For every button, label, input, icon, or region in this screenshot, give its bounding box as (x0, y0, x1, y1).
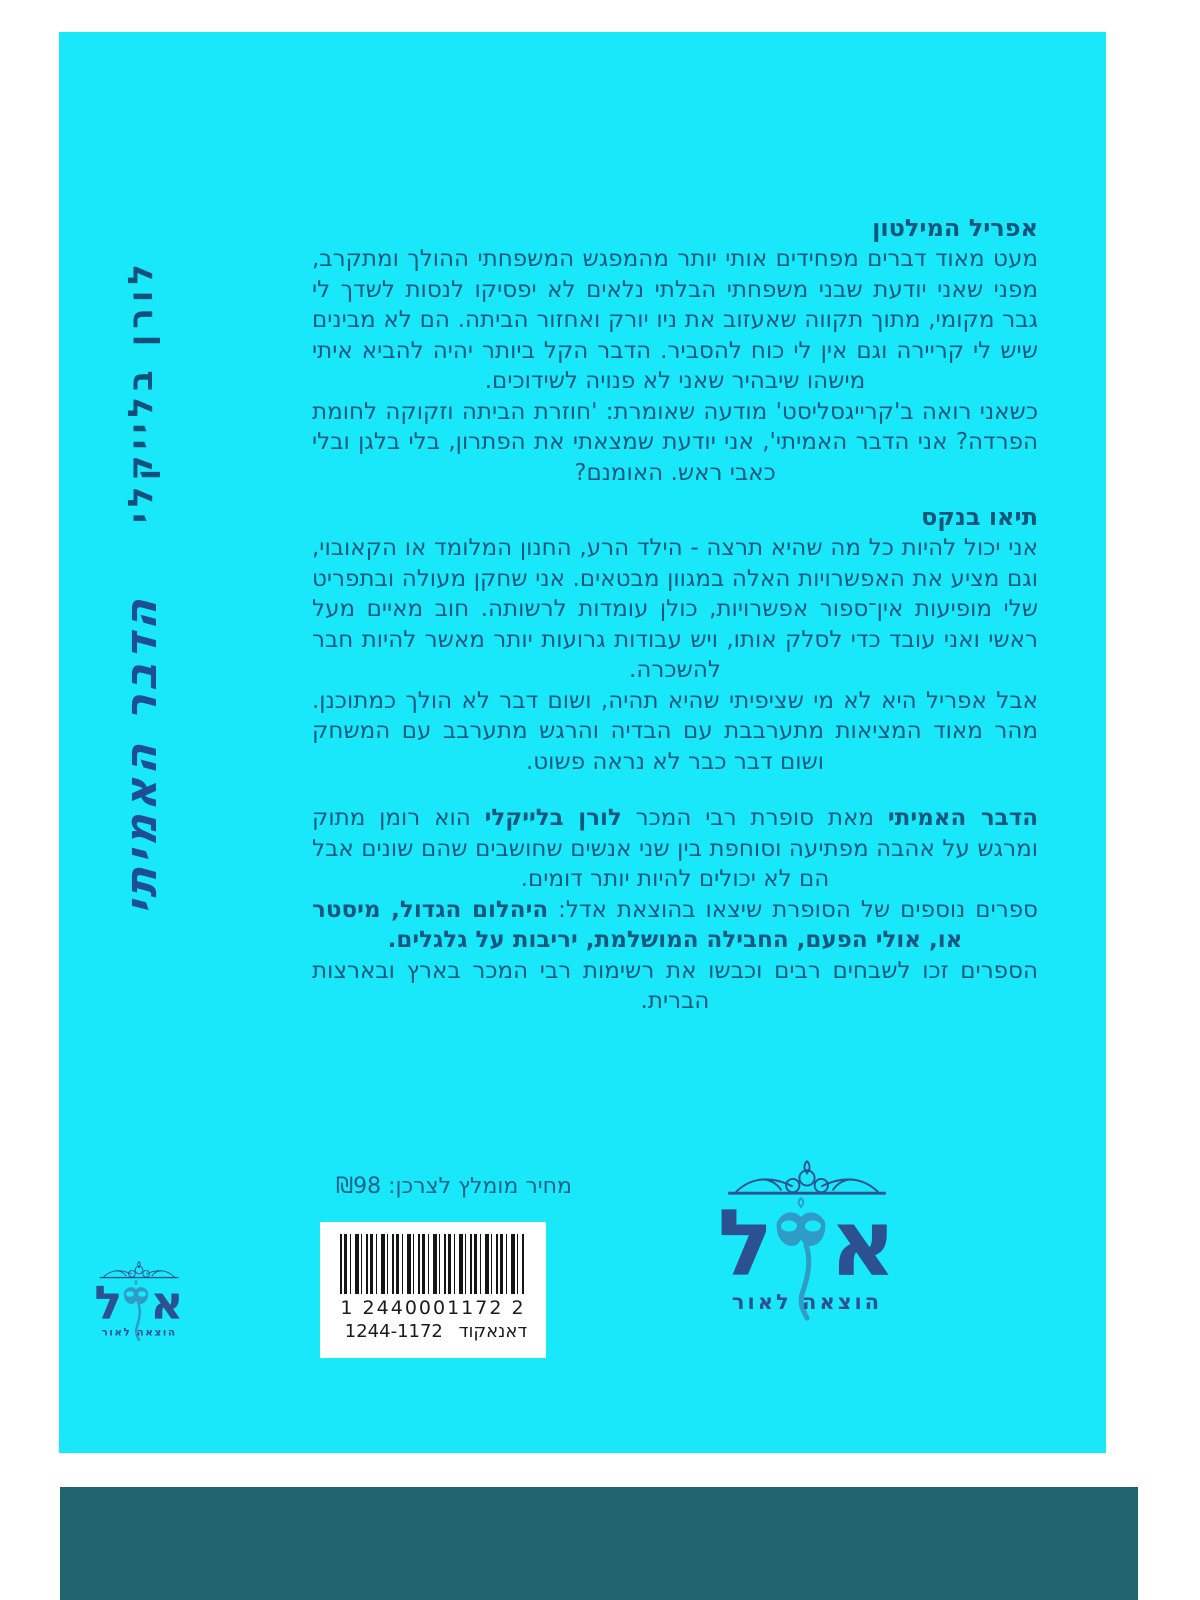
barcode-bars-icon (340, 1234, 526, 1294)
april-paragraph-2: כשאני רואה ב'קרייגסליסט' מודעה שאומרת: 'חוזרת הביתה וזקוקה לחומת הפרדה? אני הדבר האמיתי', אני יודעת שמצאתי את הפתרון, בלי בלגן ובלי כאבי ראש. האומנם? (312, 398, 1038, 486)
publisher-tagline: הוצאה לאור (731, 1290, 883, 1314)
theo-paragraph-2: אבל אפריל היא לא מי שציפיתי שהיא תהיה, ושום דבר לא הולך כמתוכנן. מהר מאוד המציאות מתערבבת עם הבדיה והרגש מתערבב עם המשחק ושום דבר כבר לא נראה פשוט. (312, 687, 1038, 775)
letter-aleph: א (150, 1275, 184, 1330)
adjacent-cover-strip (60, 1487, 1138, 1600)
price-value: ₪98 (335, 1174, 382, 1199)
section-heading-theo: תיאו בנקס (920, 503, 1038, 531)
spine-author: לורן בלייקלי (121, 258, 161, 524)
about-paragraph-3: הספרים זכו לשבחים רבים וכבשו את רשימות רבי המכר בארץ ובארצות הברית. (312, 957, 1038, 1014)
letter-lamed: ל (717, 1189, 774, 1297)
theo-paragraph-1: אני יכול להיות כל מה שהיא תרצה - הילד הרע, החנון המלומד או הקאובוי, וגם מציע את האפשרויות האלה במגוון מבטאים. אני שחקן מעולה ובתפריט שלי מופיעות אין־ספור אפשרויות, כולן עומדות לרשותה. חוב מאיים מעל ראשי ואני עובד כדי לסלק אותו, ויש עבודות גרועות יותר מאשר להיות חבר להשכרה. (312, 535, 1038, 683)
spine-text (95, 258, 187, 958)
danacode-line (320, 1320, 546, 1344)
back-cover-text (312, 213, 1038, 1017)
cover-background (59, 32, 1106, 1453)
about-book-block (312, 803, 1038, 1017)
publisher-name (94, 1275, 184, 1330)
danacode-number: 1244-1172 (344, 1321, 443, 1342)
publisher-logo (719, 1158, 895, 1314)
publisher-logo-small (95, 1260, 183, 1338)
danacode-label: דאנאקוד (458, 1321, 528, 1342)
section-heading-april: אפריל המילטון (872, 214, 1038, 242)
barcode-number: 1 2440001172 2 (340, 1297, 526, 1319)
spine-title: הדבר האמיתי (115, 593, 167, 916)
about-paragraph-2: ספרים נוספים של הסופרת שיצאו בהוצאת אדל: היהלום הגדול, מיסטר או, אולי הפעם, החבילה המושלמת, יריבות על גלגלים. (312, 896, 1038, 953)
price-line (320, 1174, 572, 1199)
publisher-tagline: הוצאה לאור (101, 1326, 177, 1338)
april-paragraph-1: מעט מאוד דברים מפחידים אותי יותר מהמפגש המשפחתי ההולך ומתקרב, מפני שאני יודעת שבני משפחתי הבלתי נלאים לא יפסיקו לנסות לשדך לי גבר מקומי, מתוך תקווה שאעזוב את ניו יורק ואחזור הביתה. הם לא מבינים שיש לי קריירה וגם אין לי כוח להסביר. הדבר הקל ביותר יהיה להביא איתי מישהו שיבהיר שאני לא פנויה לשידוכים. (312, 246, 1038, 394)
about-paragraph-1: הדבר האמיתי מאת סופרת רבי המכר לורן בלייקלי הוא רומן מתוק ומרגש על אהבה מפתיעה וסוחפת בין שני אנשים שחושבים שהם שונים אבל הם לא יכולים להיות יותר דומים. (312, 805, 1039, 892)
price-label: מחיר מומלץ לצרכן: (388, 1174, 572, 1199)
barcode (320, 1222, 546, 1358)
letter-aleph: א (829, 1189, 897, 1297)
publisher-name (717, 1189, 897, 1297)
letter-lamed: ל (94, 1275, 123, 1330)
